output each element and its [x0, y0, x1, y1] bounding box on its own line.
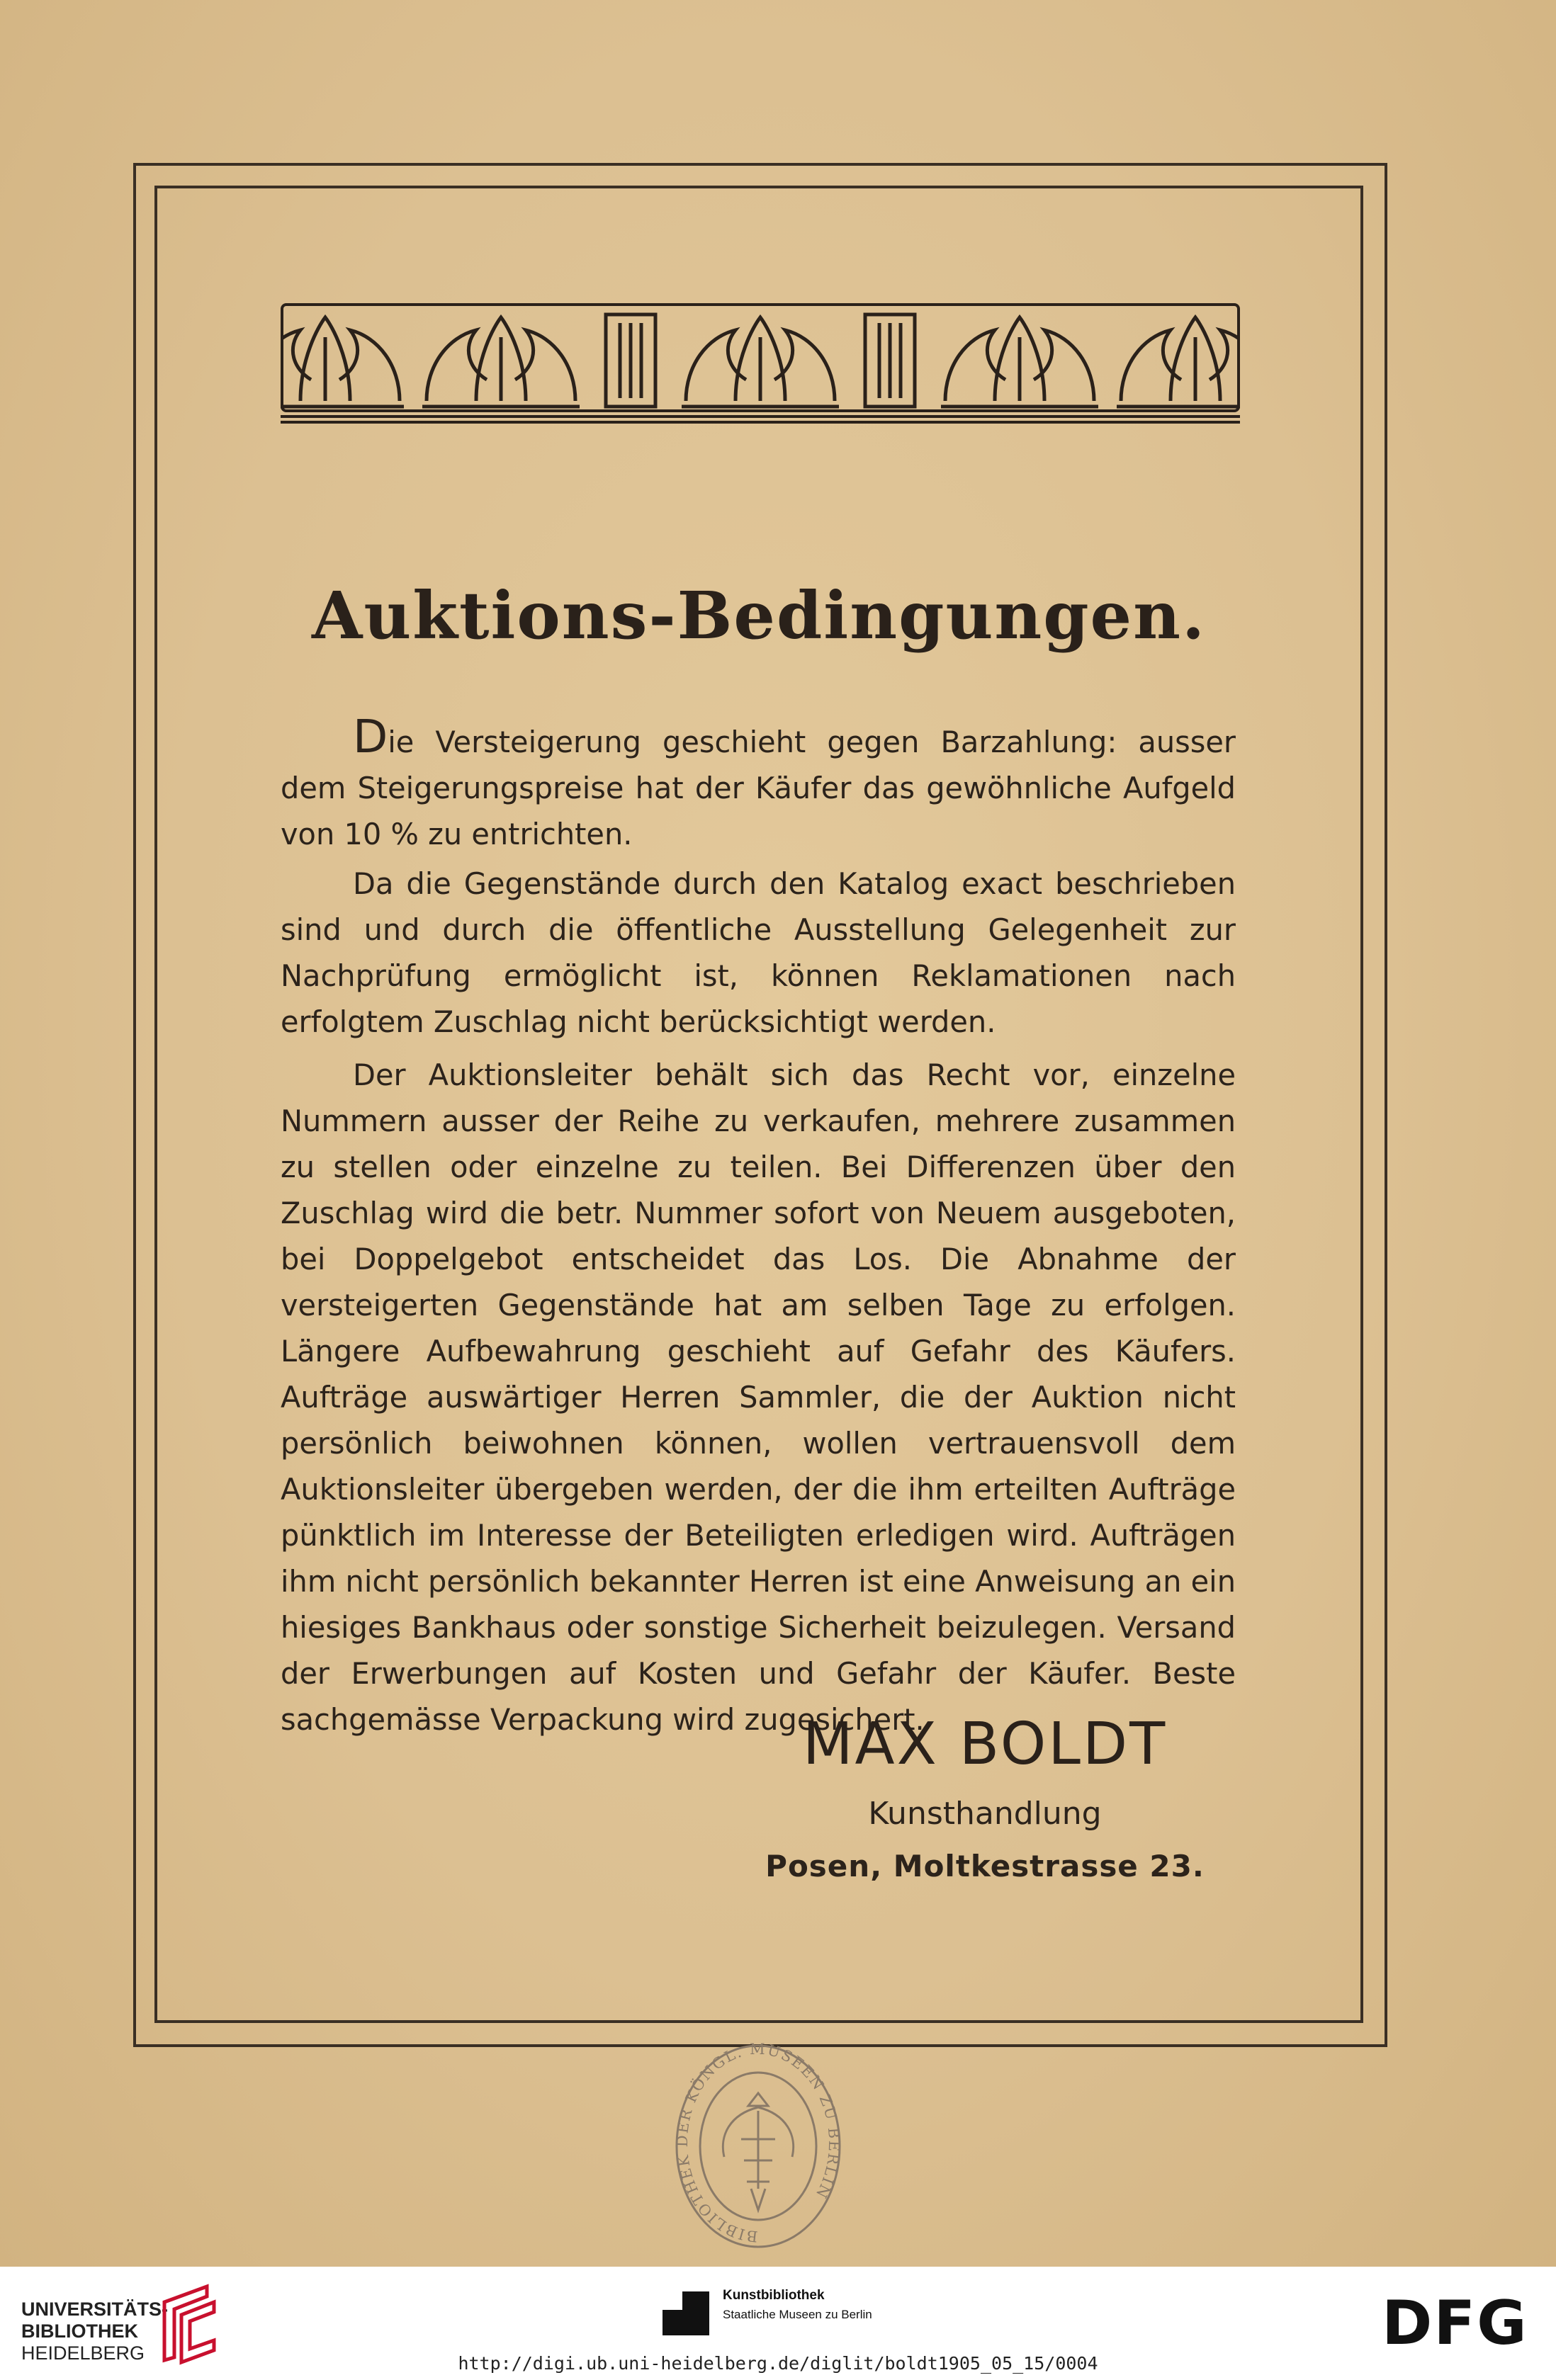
drop-cap: D — [353, 711, 388, 764]
ub-line-3: HEIDELBERG — [21, 2342, 145, 2364]
ub-line-1: UNIVERSITÄTS- — [21, 2299, 169, 2320]
firm-address: Posen, Moltkestrasse 23. — [765, 1849, 1205, 1883]
palmette-motif — [422, 317, 580, 407]
palmette-motif — [281, 317, 404, 407]
paragraph-text: Da die Gegenstände durch den Katalog exact beschrieben sind und durch die öffentliche Ausstellung Gelegenheit zur Nachprüfung ermöglicht ist, können Reklamationen nach erfolgtem Zuschlag nicht berücksichtigt werden. — [281, 866, 1236, 1039]
kunstbibliothek-subtitle: Staatliche Museen zu Berlin — [723, 2308, 872, 2321]
dfg-logo: DFG — [1382, 2288, 1528, 2359]
palmette-motif — [941, 317, 1098, 407]
firm-name: MAX BOLDT — [802, 1711, 1168, 1778]
column-motif — [606, 314, 655, 407]
paragraph-text: Der Auktionsleiter behält sich das Recht vor, einzelne Nummern ausser der Reihe zu verkaufen, mehrere zusammen zu stellen oder einzelne zu teilen. Bei Differenzen über den Zuschlag wird die betr. Nummer sofort von Neuem ausgeboten, bei Doppelgebot entscheidet das Los. Die Abnahme der versteigerten Gegenstände hat am selben Tage zu erfolgen. Längere Aufbewahrung geschieht auf Gefahr des Käufers. Aufträge auswärtiger Herren Sammler, die der Auktion nicht persönlich beiwohnen können, wollen vertrauensvoll dem Auktionsleiter übergeben werden, der die ihm erteilten Aufträge pünktlich im Interesse der Beteiligten erledigen wird. Aufträgen ihm nicht persönlich bekannter Herren ist eine Anweisung an ein hiesiges Bankhaus oder sonstige Sicherheit beizulegen. Versand der Erwerbungen auf Kosten und Gefahr der Käufer. Beste sachgemässe Verpackung wird zugesichert. — [281, 1058, 1236, 1737]
stamp-text: BIBLIOTHEK DER KÖNGL. MUSEEN ZU BERLIN — [673, 2040, 843, 2245]
permalink-url[interactable]: http://digi.ub.uni-heidelberg.de/diglit/boldt1905_05_15/0004 — [458, 2353, 1098, 2374]
ub-line-2: BIBLIOTHEK — [21, 2320, 138, 2342]
palmette-motif — [682, 317, 839, 407]
paragraph-text: ie Versteigerung geschieht gegen Barzahlung: ausser dem Steigerungspreise hat der Käufer das gewöhnliche Aufgeld von 10 % zu entrichten. — [281, 725, 1236, 851]
column-motif — [865, 314, 915, 407]
paragraph-claims — [281, 861, 1236, 1045]
kunstbibliothek-logo-icon — [663, 2291, 709, 2335]
document-title: Auktions-Bedingungen. — [311, 577, 1207, 654]
kunstbibliothek-title: Kunstbibliothek — [723, 2288, 825, 2303]
library-stamp-icon — [673, 2040, 843, 2252]
paragraph-payment — [281, 711, 1236, 857]
footer-bar — [0, 2267, 1556, 2380]
ornamental-header-icon — [281, 299, 1240, 426]
palmette-motif — [1117, 317, 1240, 407]
firm-business: Kunsthandlung — [868, 1796, 1102, 1832]
paragraph-conditions — [281, 1052, 1236, 1742]
